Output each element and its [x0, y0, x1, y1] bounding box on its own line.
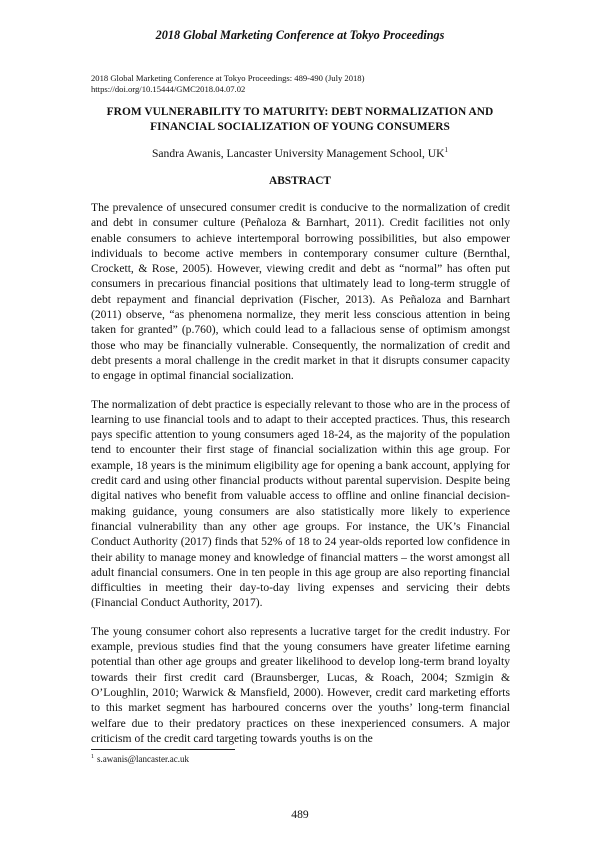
title-line-1: FROM VULNERABILITY TO MATURITY: DEBT NORMALIZATION AND — [106, 106, 494, 118]
paragraph-1: The prevalence of unsecured consumer credit is conducive to the normalization of credit and debt in consumer culture (Peñaloza & Barnhart, 2011). Credit facilities not only enable consumers to achieve intertemporal borrowing possibilities, but also empower individuals to become active members in contemporary consumer culture (Bernthal, Crockett, & Rose, 2005). However, viewing credit and debt as “normal” has often put consumers in precarious financial positions that ultimately lead to long-term struggle of debt repayment and financial deprivation (Fischer, 2013). As Peñaloza and Barnhart (2011) observe, “as phenomena normalize, they merit less conscious attention in being taken for granted” (p.760), which could lead to a fallacious sense of optimism amongst those who may be financially vulnerable. Consequently, the normalization of credit and debt presents a moral challenge in the credit market in that it disrupts consumer capacity to engage in optimal financial socialization. — [91, 201, 510, 383]
citation-block — [91, 73, 511, 95]
paper-title — [60, 105, 540, 135]
footnote — [91, 754, 189, 764]
footnote-marker: 1 — [91, 754, 94, 760]
running-header: 2018 Global Marketing Conference at Tokyo Proceedings — [155, 28, 445, 42]
footnote-divider — [91, 749, 235, 750]
paragraph-3: The young consumer cohort also represents a lucrative target for the credit industry. For example, previous studies find that the young consumers have greater lifetime earning potential than other age groups and greater likelihood to develop long-term brand loyalty towards their first credit card (Braunsberger, Lucas, & Roach, 2004; Szmigin & O’Loughlin, 2010; Warwick & Mansfield, 2000). However, credit card marketing efforts to this market segment has harboured concerns over the youths’ long-term financial welfare due to their predatory practices on these inexperienced consumers. A major criticism of the credit card targeting towards youths is on the — [91, 624, 510, 745]
author-line — [0, 147, 600, 160]
abstract-heading: ABSTRACT — [268, 175, 332, 187]
title-line-2: FINANCIAL SOCIALIZATION OF YOUNG CONSUMERS — [150, 121, 450, 133]
footnote-email[interactable]: s.awanis@lancaster.ac.uk — [97, 754, 190, 764]
paragraph-2: The normalization of debt practice is especially relevant to those who are in the process of learning to use financial tools and to adapt to their accepted practices. Thus, this research pays specific attention to young consumers aged 18-24, as the majority of the population tend to encounter their first stage of financial socialization within this age group. For example, 18 years is the minimum eligibility age for opening a bank account, applying for credit card and using other financial products without parental supervision. Despite being digital natives who benefit from valuable access to offline and online financial decision-making guidance, young consumers are also statistically more likely to experience financial vulnerability than any other age groups. For instance, the UK’s Financial Conduct Authority (2017) finds that 52% of 18 to 24 year-olds reported low confidence in their ability to manage money and knowledge of financial matters – the worst amongst all adult financial consumers. One in ten people in this age group are also reporting financial difficulties in meeting their day-to-day living expenses and servicing their debts (Financial Conduct Authority, 2017). — [91, 397, 510, 610]
author-footnote-marker: 1 — [444, 146, 449, 155]
page-number: 489 — [291, 808, 309, 821]
citation-line: 2018 Global Marketing Conference at Tokyo Proceedings: 489-490 (July 2018) — [91, 73, 365, 83]
doi-link[interactable]: https://doi.org/10.15444/GMC2018.04.07.02 — [91, 84, 246, 94]
author-affiliation: Sandra Awanis, Lancaster University Management School, UK — [151, 147, 445, 160]
abstract-body — [91, 200, 510, 759]
